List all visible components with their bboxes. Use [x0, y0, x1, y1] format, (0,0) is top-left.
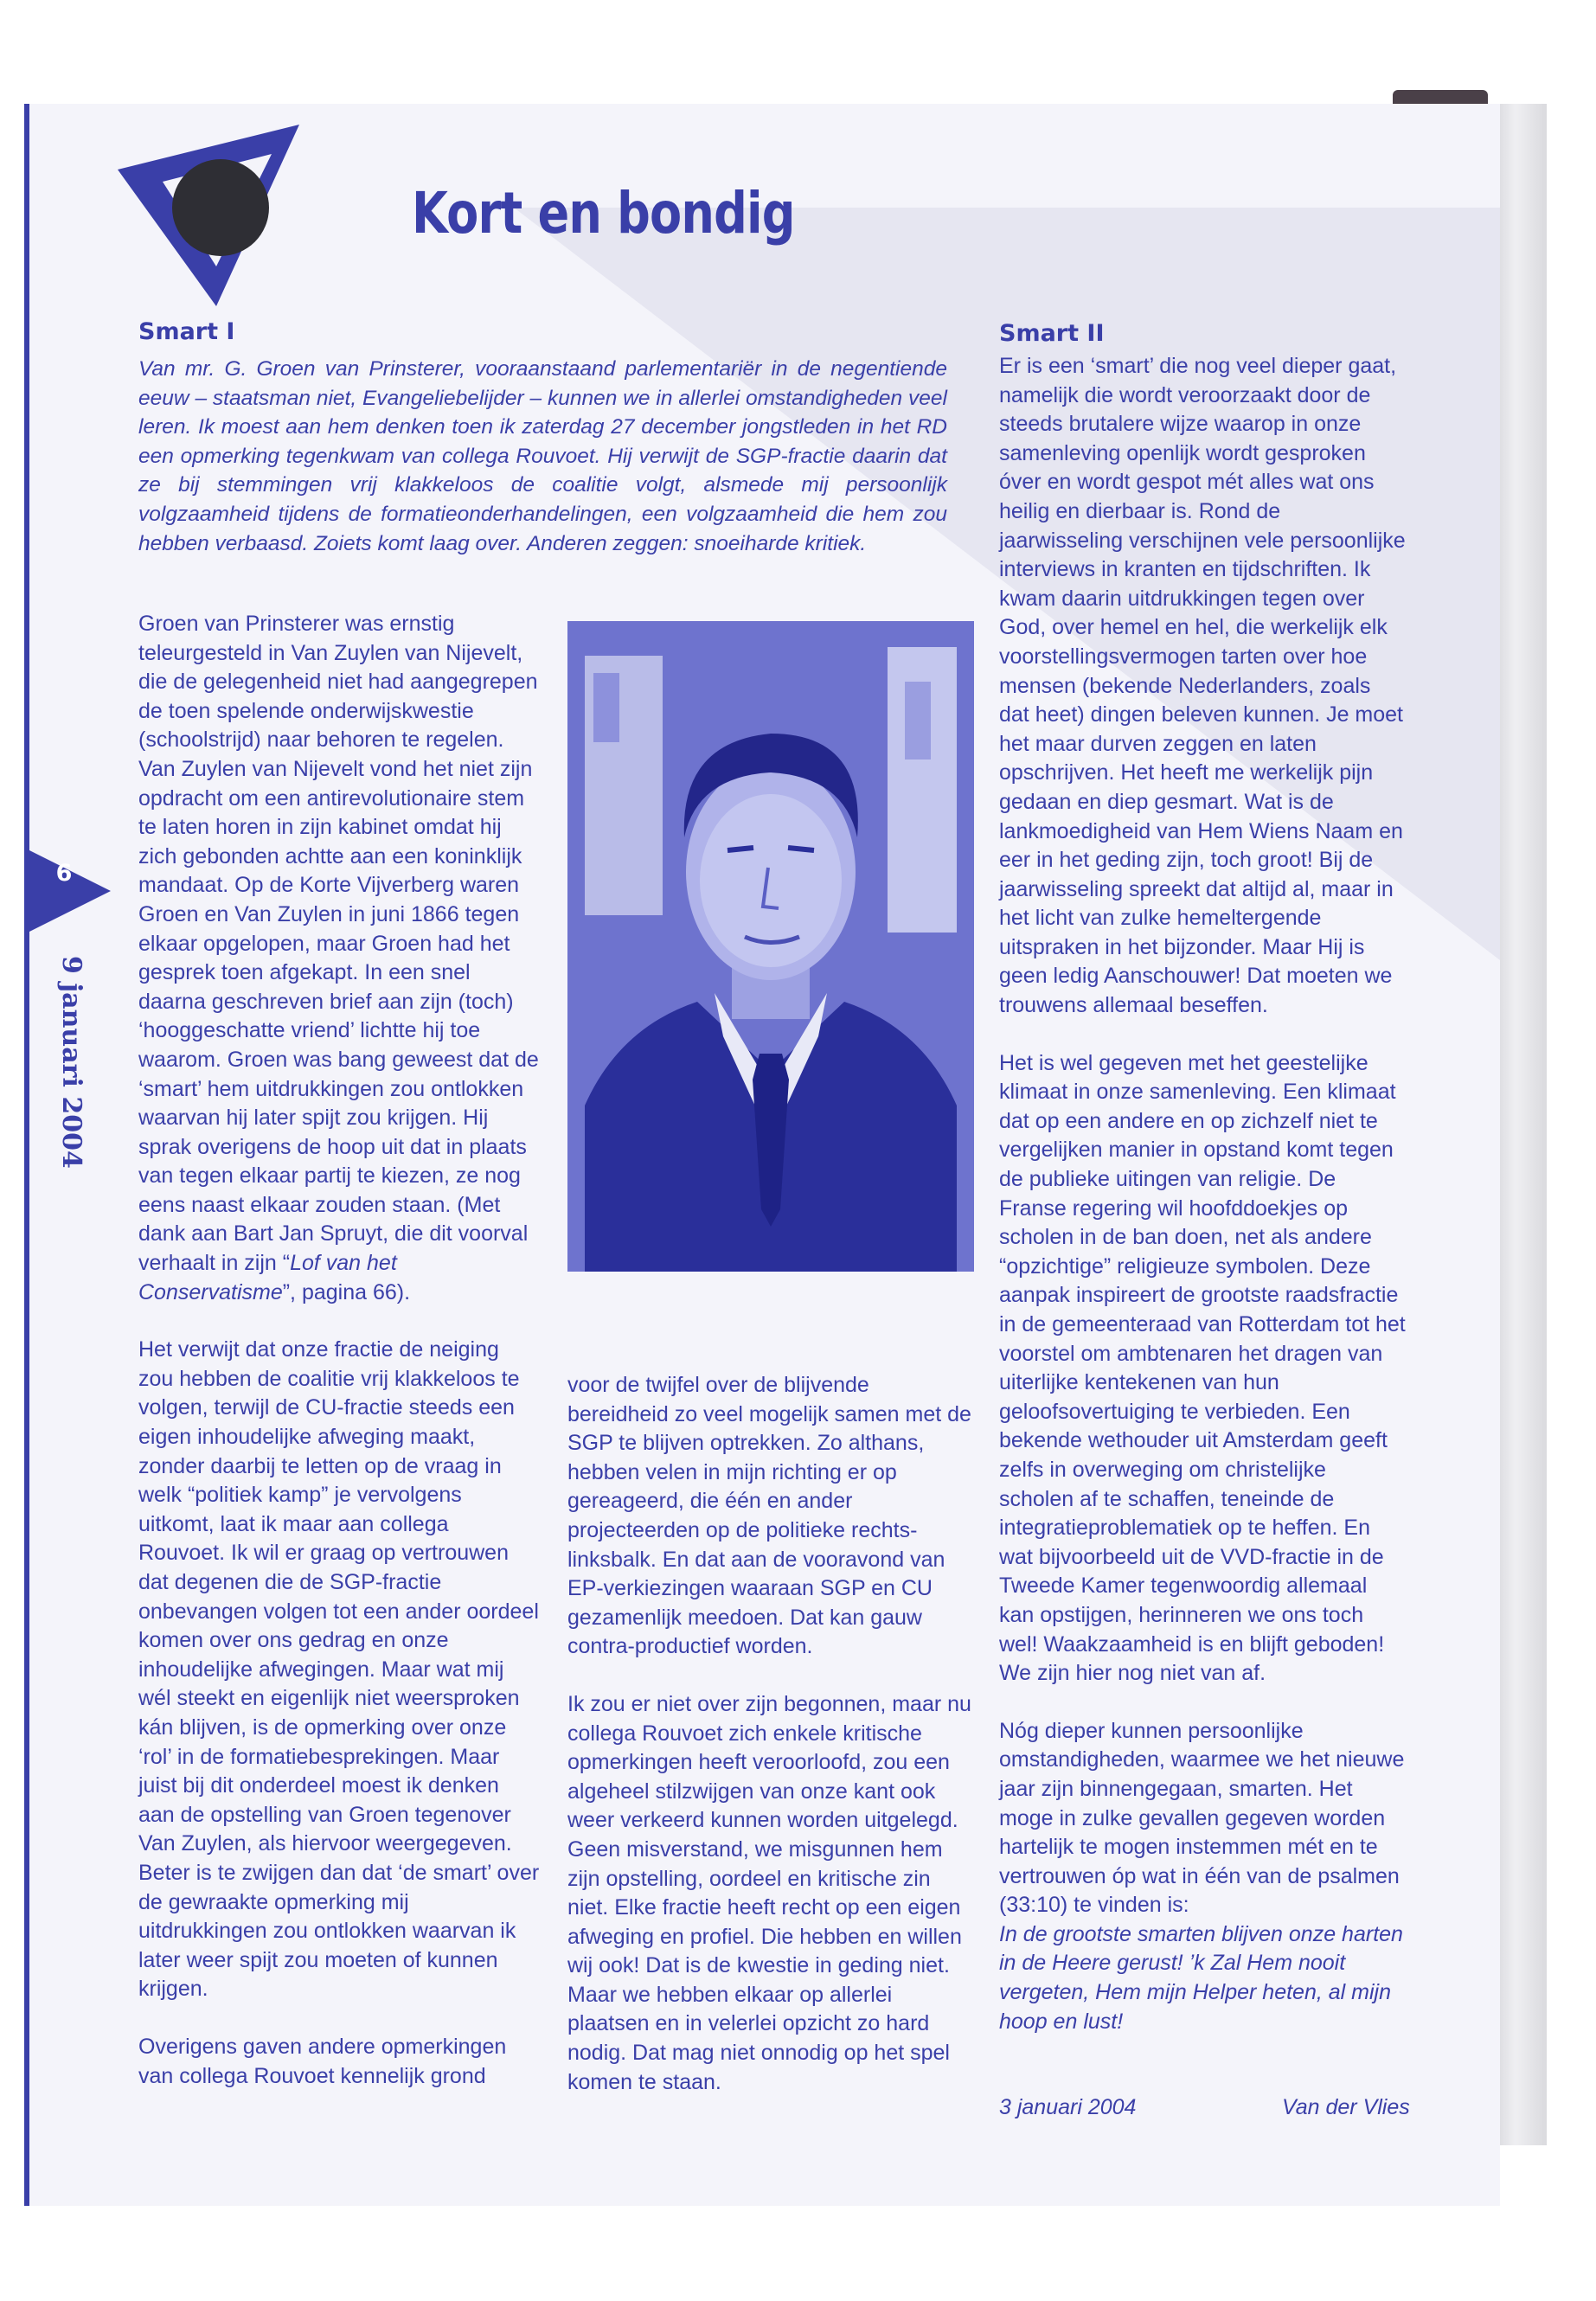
col1-paragraph-1: [138, 610, 540, 1307]
smart1-lead: Van mr. G. Groen van Prinsterer, vooraanstaand parlementariër in de negentiende eeuw – staatsman niet, Evangeliebelijder – kunnen we in allerlei omstandigheden veel leren. Ik moest aan hem denken toen ik zaterdag 27 december jongstleden in het RD een opmerking tegenkwam van collega Rouvoet. Hij verwijt de SGP-fractie daarin dat ze bij stemmingen vrij klakkeloos de coalitie volgt, alsmede mij persoonlijk volgzaamheid tijdens de formatieonderhandelingen, een volgzaamheid die hem zou hebben verbaasd. Zoiets komt laag over. Anderen zeggen: snoeiharde kritiek.: [138, 357, 947, 555]
portrait-photo: [567, 621, 974, 1272]
signature-date: 3 januari 2004: [999, 2095, 1137, 2119]
col2-paragraph-1: voor de twijfel over de blijvende bereidheid zo veel mogelijk samen met de SGP te blijven optrekken. Zo althans, hebben velen in mijn richting er op gereageerd, die één en ander projecteerden op de politieke rechts-linksbalk. En dat aan de vooravond van EP-verkiezingen waaraan SGP en CU gezamenlijk meedoen. Dat kan gauw contra-productief worden.: [567, 1373, 971, 1659]
page-edge: [1495, 104, 1547, 2145]
smart1-heading: Smart I: [138, 318, 235, 345]
smart2-paragraph-3: [999, 1717, 1406, 2037]
smart2-heading: Smart II: [999, 320, 1105, 347]
smart2-paragraph-2: Het is wel gegeven met het geestelijke klimaat in onze samenleving. Een klimaat dat op een andere en op zichzelf niet te vergelijken manier in opstand komt tegen de publieke uitingen van religie. De Franse regering wil hoofddoekjes op scholen in de ban doen, net als andere “opzichtige” religieuze symbolen. Deze aanpak inspireert de grootste raadsfractie in de gemeenteraad van Rotterdam tot het voorstel om ambtenaren het dragen van uiterlijke kentekenen van hun geloofsovertuiging te verbieden. Een bekende wethouder uit Amsterdam geeft zelfs in overweging om christelijke scholen af te schaffen, teneinde de integratieproblematiek op te heffen. En wat bijvoorbeeld uit de VVD-fractie in de Tweede Kamer tegenwoordig allemaal kan opstijgen, herinneren we ons toch wel! Waakzaamheid is en blijft geboden! We zijn hier nog niet van af.: [999, 1050, 1406, 1686]
page-number: 6: [55, 860, 73, 887]
book-title: Lof van het Conservatisme: [138, 1251, 397, 1304]
issue-date: 9 januari 2004: [56, 956, 87, 1169]
col1-paragraph-3: Overigens gaven andere opmerkingen van collega Rouvoet kennelijk grond: [138, 2034, 507, 2088]
smart2-p3-text: Nóg dieper kunnen persoonlijke omstandigheden, waarmee we het nieuwe jaar zijn binnengegaan, smarten. Het moge in zulke gevallen gegeven worden hartelijk te mogen instemmen mét en te vertrouwen óp wat in één van de psalmen (33:10) te vinden is:: [999, 1718, 1405, 1918]
page-title: Kort en bondig: [412, 180, 795, 247]
section-logo-icon: [112, 119, 311, 318]
col2-paragraph-2: Ik zou er niet over zijn begonnen, maar nu collega Rouvoet zich enkele kritische opmerkingen heeft veroorloofd, zou een algeheel stilzwijgen van onze kant ook weer verkeerd kunnen worden uitgelegd. Geen misverstand, we misgunnen hem zijn opstelling, oordeel en kritische zin niet. Elke fractie heeft recht op een eigen afweging en profiel. Die hebben en willen wij ook! Dat is de kwestie in geding niet. Maar we hebben elkaar op allerlei plaatsen en in velerlei opzicht zo hard nodig. Dat mag niet onnodig op het spel komen te staan.: [567, 1691, 971, 2094]
col1-p1-text: Groen van Prinsterer was ernstig teleurgesteld in Van Zuylen van Nijevelt, die de gelegenheid niet had aangegrepen de toen spelende onderwijskwestie (schoolstrijd) naar behoren te regelen. Van Zuylen van Nijevelt vond het niet zijn opdracht om een antirevolutionaire stem te laten horen in zijn kabinet omdat hij zich gebonden achtte aan een koninklijk mandaat. Op de Korte Vijverberg waren Groen en Van Zuylen in juni 1866 tegen elkaar opgelopen, maar Groen had het gesprek toen afgekapt. In een snel daarna geschreven brief aan zijn (toch) ‘hooggeschatte vriend’ lichtte hij toe waarom. Groen was bang geweest dat de ‘smart’ hem uitdrukkingen zou ontlokken waarvan hij later spijt zou krijgen. Hij sprak overigens de hoop uit dat in plaats van tegen elkaar partij te kiezen, ze nog eens naast elkaar zouden staan. (Met dank aan Bart Jan Spruyt, die dit voorval verhaalt in zijn “: [138, 612, 539, 1276]
signature-name: Van der Vlies: [1282, 2095, 1410, 2119]
col1-p1-end: ”, pagina 66).: [282, 1279, 411, 1304]
binding-tab: [1393, 90, 1488, 104]
column-1: [138, 610, 540, 2091]
smart2-paragraph-1: Er is een ‘smart’ die nog veel dieper gaat, namelijk die wordt veroorzaakt door de steeds brutalere wijze waarop in onze samenleving openlijk wordt gesproken óver en wordt gespot mét alles wat ons heilig en dierbaar is. Rond de jaarwisseling verschijnen vele persoonlijke interviews in kranten en tijdschriften. Ik kwam daarin uitdrukkingen tegen over God, over hemel en hel, die werkelijk elk voorstellingsvermogen tarten over hoe mensen (bekende Nederlanders, zoals dat heet) dingen beleven kunnen. Je moet het maar durven zeggen en laten opschrijven. Het heeft me werkelijk pijn gedaan en diep gesmart. Wat is de lankmoedigheid van Hem Wiens Naam en eer in het geding zijn, toch groot! Bij de jaarwisseling spreekt dat altijd al, maar in het licht van zulke hemeltergende uitspraken in het bijzonder. Maar Hij is geen ledig Aanschouwer! Dat moeten we trouwens allemaal beseffen.: [999, 354, 1406, 1018]
column-2: [567, 1371, 974, 2097]
col1-paragraph-2: Het verwijt dat onze fractie de neiging zou hebben de coalitie vrij klakkeloos te volgen, terwijl de CU-fractie steeds een eigen inhoudelijke afweging maakt, zonder daarbij te letten op de vraag in welk “politiek kamp” je vervolgens uitkomt, laat ik maar aan collega Rouvoet. Ik wil er graag op vertrouwen dat degenen die de SGP-fractie onbevangen volgen tot een ander oordeel komen over ons gedrag en onze inhoudelijke afwegingen. Maar wat mij wél steekt en eigenlijk niet weersproken kán blijven, is de opmerking over onze ‘rol’ in de formatiebesprekingen. Maar juist bij dit onderdeel moest ik denken aan de opstelling van Groen tegenover Van Zuylen, als hiervoor weergegeven. Beter is te zwijgen dan dat ‘de smart’ over de gewraakte opmerking mij uitdrukkingen zou ontlokken waarvan ik later weer spijt zou moeten of kunnen krijgen.: [138, 1337, 540, 2002]
psalm-quote: In de grootste smarten blijven onze harten in de Heere gerust! ’k Zal Hem nooit vergeten, Hem mijn Helper heten, al mijn hoop en lust!: [999, 1921, 1403, 2034]
column-3: [999, 352, 1406, 2036]
